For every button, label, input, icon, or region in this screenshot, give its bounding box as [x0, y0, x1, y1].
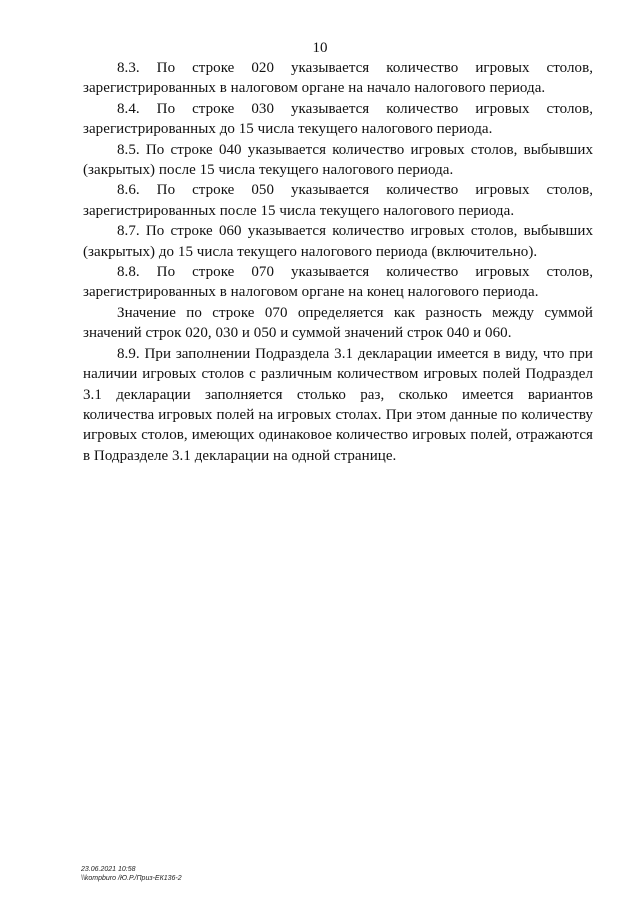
paragraph-8-6: 8.6. По строке 050 указывается количество игровых столов, зарегистрированных после 15 числа текущего налогового периода.: [83, 182, 593, 219]
footer-file-path: \\kompburo /Ю.Р./Приз-ЕК136-2: [81, 875, 182, 882]
paragraph-8-9: 8.9. При заполнении Подраздела 3.1 декларации имеется в виду, что при наличии игровых столов с различным количеством игровых полей Подраздел 3.1 декларации заполняется столько раз, сколько имеется вариантов количества игровых полей на игровых столах. При этом данные по количеству игровых столов, имеющих одинаковое количество игровых полей, отражаются в Подразделе 3.1 декларации на одной странице.: [83, 345, 593, 464]
document-body: [83, 58, 593, 466]
paragraph-8-8: 8.8. По строке 070 указывается количество игровых столов, зарегистрированных в налоговом органе на конец налогового периода.: [83, 264, 593, 301]
paragraph-8-5: 8.5. По строке 040 указывается количество игровых столов, выбывших (закрытых) после 15 числа текущего налогового периода.: [83, 141, 593, 179]
page-number: 10: [312, 40, 328, 56]
footer-stamp: [81, 865, 182, 883]
paragraph-8-4: 8.4. По строке 030 указывается количество игровых столов, зарегистрированных до 15 числа текущего налогового периода.: [83, 100, 593, 138]
paragraph-8-7: 8.7. По строке 060 указывается количество игровых столов, выбывших (закрытых) до 15 числа текущего налогового периода (включительно).: [83, 223, 593, 260]
paragraph-8-3: 8.3. По строке 020 указывается количество игровых столов, зарегистрированных в налоговом органе на начало налогового периода.: [83, 60, 593, 97]
footer-timestamp: 23.06.2021 10:58: [81, 866, 136, 873]
paragraph-070-value: Значение по строке 070 определяется как разность между суммой значений строк 020, 030 и 050 и суммой значений строк 040 и 060.: [83, 304, 593, 342]
